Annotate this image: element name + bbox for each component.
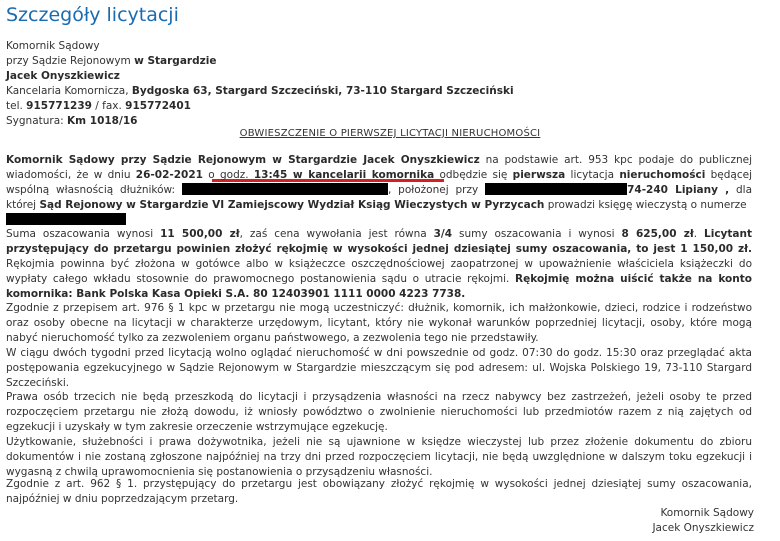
fax-label: / fax.: [91, 100, 126, 112]
court-city: w Stargardzie: [134, 55, 217, 67]
court-line-text: przy Sądzie Rejonowym: [6, 55, 135, 67]
notice-title: OBWIESZCZENIE O PIERWSZEJ LICYTACJI NIERUCHOMOŚCI: [239, 128, 541, 139]
contact-line: [6, 99, 191, 114]
valuation-sum: 11 500,00 zł: [160, 228, 240, 240]
third-party-rights-paragraph: Prawa osób trzecich nie będą przeszkodą do licytacji i przysądzenia własności na rzecz nabywcy bez zastrzeżeń, jeżeli osoby te przed rozpoczęciem przetargu nie złożą dowodu, iż wniosły powództwo o zwolnienie nieruchomości lub przedmiotów razem z nią zajętych od egzekucji i uzyskały w tym zakresie orzeczenie wstrzymujące egzekucję.: [6, 391, 752, 433]
fax-number: 915772401: [125, 100, 191, 112]
signature-label: Sygnatura:: [6, 115, 68, 127]
auction-time-place: 13:45 w kancelarii komornika: [253, 169, 435, 181]
starting-price: 8 625,00 zł: [621, 228, 694, 240]
page-title: Szczegóły licytacji: [6, 4, 179, 26]
text-segment: odbędzie się: [434, 169, 513, 181]
office-address-text: Bydgoska 63, Stargard Szczeciński, 73-110 Stargard Szczeciński: [131, 85, 514, 97]
text-segment: .: [693, 228, 705, 240]
signature-block: [652, 506, 754, 536]
redacted-registry-number: [6, 213, 126, 225]
text-segment: , zaś cena wywołania jest równa: [239, 228, 434, 240]
case-signature: [6, 114, 137, 129]
property-location: 74-240 Lipiany ,: [627, 184, 730, 196]
inspection-paragraph: W ciągu dwóch tygodni przed licytacją wolno oglądać nieruchomość w dni powszednie od godz. 07:30 do godz. 15:30 oraz przeglądać akta postępowania egzekucyjnego w Sądzie Rejonowym w Stargardzie mieszczącym się pod adresem: ul. Wojska Polskiego 19, 73-110 Stargard Szczeciński.: [6, 347, 752, 389]
valuation-paragraph: [6, 227, 752, 302]
excluded-participants-paragraph: Zgodnie z przepisem art. 976 § 1 kpc w przetargu nie mogą uczestniczyć: dłużnik, komornik, ich małżonkowie, dzieci, rodzice i rodzeństwo oraz osoby obecne na licytacji w charakterze urzędowym, licytant, który nie wykonał warunków poprzedniej licytacji, osoby, które mogą nabyć nieruchomość tylko za zezwoleniem organu państwowego, a zezwolenia tego nie przedstawiły.: [6, 302, 752, 344]
office-address: [6, 84, 514, 99]
signature-name: Jacek Onyszkiewicz: [652, 522, 754, 534]
redacted-debtors: [182, 183, 388, 195]
signature-title: Komornik Sądowy: [660, 507, 754, 519]
deposit-rule-paragraph: Zgodnie z art. 962 § 1. przystępujący do przetargu jest obowiązany złożyć rękojmię w wysokości jednej dziesiątej sumy oszacowania, najpóźniej w dniu poprzedzającym przetarg.: [6, 478, 752, 505]
court-line: [6, 54, 216, 69]
text-segment: będącej wspólną własnością dłużników:: [6, 169, 752, 196]
land-registry-court: Sąd Rejonowy w Stargardzie VI Zamiejscowy Wydział Ksiąg Wieczystych w Pyrzycach: [39, 199, 545, 211]
text-segment: , położonej przy: [387, 184, 486, 196]
bailiff-office-line: Komornik Sądowy: [6, 40, 100, 52]
auction-date: 26-02-2021: [135, 169, 203, 181]
text-segment: Rękojmia powinna być złożona w gotówce albo w książeczce oszczędnościowej zaopatrzonej w upoważnienie właściciela książeczki do wypłaty całego wkładu stosownie do prawomocnego postanowienia sądu o utracie rękojmi.: [6, 258, 752, 285]
price-fraction: 3/4: [433, 228, 453, 240]
bailiff-intro: Komornik Sądowy przy Sądzie Rejonowym w Stargardzie Jacek Onyszkiewicz: [6, 154, 480, 166]
text-segment: sumy oszacowania i wynosi: [452, 228, 622, 240]
office-label: Kancelaria Komornicza,: [6, 85, 132, 97]
text-segment: licytacja: [565, 169, 620, 181]
text-segment: na podstawie art. 953 kpc podaje do publicznej wiadomości, że w dniu: [6, 154, 752, 181]
bailiff-name-text: Jacek Onyszkiewicz: [6, 70, 120, 82]
easements-paragraph: Użytkowanie, służebności i prawa dożywotnika, jeżeli nie są ujawnione w księdze wieczystej lub przez złożenie dokumentu do zbioru dokumentów i nie zostaną zgłoszone najpóźniej na trzy dni przed rozpoczęciem licytacji, nie będą uwzględnione w dalszym toku egzekucji i wygasną z chwilą uprawomocnienia się postanowienia o przysądzeniu własności.: [6, 436, 752, 478]
text-segment: dla której: [6, 184, 753, 211]
redacted-street: [485, 183, 627, 195]
tel-number: 915771239: [26, 100, 92, 112]
bank-account: Rękojmię można uiścić także na konto komornika: Bank Polska Kasa Opieki S.A. 80 12403901 1111 0000 4223 7738.: [6, 273, 752, 300]
signature-value: Km 1018/16: [67, 115, 138, 127]
text-segment: o godz.: [202, 169, 254, 181]
auction-announcement-paragraph: [6, 153, 752, 228]
bailiff-name: [6, 69, 120, 84]
auction-round: pierwsza: [512, 169, 566, 181]
text-segment: prowadzi księgę wieczystą o numerze: [544, 199, 747, 211]
tel-label: tel.: [6, 100, 27, 112]
deposit-requirement: Licytant przystępujący do przetargu powinien złożyć rękojmię w wysokości jednej dziesiątej sumy oszacowania, to jest 1 150,00 zł.: [6, 228, 752, 255]
property-type: nieruchomości: [619, 169, 706, 181]
text-segment: Suma oszacowania wynosi: [6, 228, 161, 240]
